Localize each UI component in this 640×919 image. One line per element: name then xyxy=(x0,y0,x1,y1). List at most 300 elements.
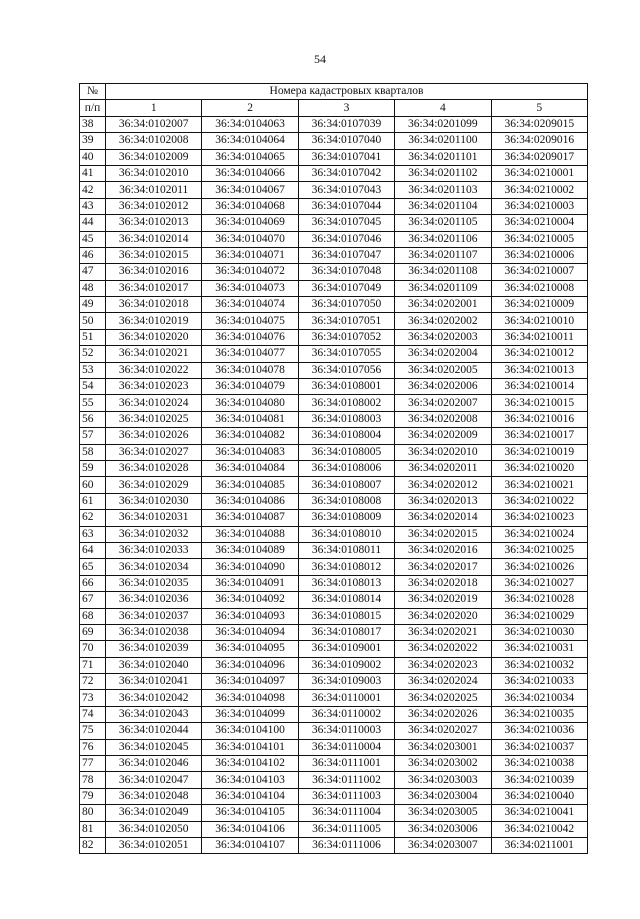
cadastral-number-cell: 36:34:0104073 xyxy=(202,280,298,296)
table-row xyxy=(80,575,588,591)
cadastral-number-cell: 36:34:0104074 xyxy=(202,297,298,313)
cadastral-number-cell: 36:34:0201109 xyxy=(395,280,491,296)
table-row xyxy=(80,772,588,788)
cadastral-number-cell: 36:34:0102030 xyxy=(106,493,202,509)
cadastral-number-cell: 36:34:0202001 xyxy=(395,297,491,313)
cadastral-number-cell: 36:34:0109001 xyxy=(298,641,394,657)
cadastral-number-cell: 36:34:0108005 xyxy=(298,444,394,460)
table-row xyxy=(80,739,588,755)
cadastral-number-cell: 36:34:0102014 xyxy=(106,231,202,247)
table-row xyxy=(80,264,588,280)
table-row xyxy=(80,149,588,165)
cadastral-number-cell: 36:34:0210020 xyxy=(491,460,587,476)
cadastral-number-cell: 36:34:0102008 xyxy=(106,133,202,149)
cadastral-number-cell: 36:34:0104098 xyxy=(202,690,298,706)
cadastral-number-cell: 36:34:0102018 xyxy=(106,297,202,313)
cadastral-number-cell: 36:34:0203003 xyxy=(395,772,491,788)
cadastral-number-cell: 36:34:0104101 xyxy=(202,739,298,755)
cadastral-number-cell: 36:34:0102041 xyxy=(106,674,202,690)
table-row xyxy=(80,493,588,509)
table-row xyxy=(80,379,588,395)
cadastral-number-cell: 36:34:0107051 xyxy=(298,313,394,329)
table-row xyxy=(80,542,588,558)
cadastral-number-cell: 36:34:0203006 xyxy=(395,821,491,837)
cadastral-number-cell: 36:34:0102019 xyxy=(106,313,202,329)
table-row xyxy=(80,411,588,427)
cadastral-number-cell: 36:34:0104086 xyxy=(202,493,298,509)
table-row xyxy=(80,690,588,706)
cadastral-number-cell: 36:34:0104097 xyxy=(202,674,298,690)
cadastral-number-cell: 36:34:0102043 xyxy=(106,706,202,722)
row-number: 60 xyxy=(80,477,106,493)
cadastral-number-cell: 36:34:0202016 xyxy=(395,542,491,558)
table-row xyxy=(80,821,588,837)
cadastral-number-cell: 36:34:0202025 xyxy=(395,690,491,706)
cadastral-number-cell: 36:34:0104087 xyxy=(202,510,298,526)
cadastral-quarters-table xyxy=(79,83,588,854)
table-row xyxy=(80,723,588,739)
cadastral-number-cell: 36:34:0104069 xyxy=(202,215,298,231)
cadastral-number-cell: 36:34:0102010 xyxy=(106,165,202,181)
row-number: 52 xyxy=(80,346,106,362)
cadastral-number-cell: 36:34:0104104 xyxy=(202,788,298,804)
cadastral-number-cell: 36:34:0202024 xyxy=(395,674,491,690)
cadastral-number-cell: 36:34:0104076 xyxy=(202,329,298,345)
cadastral-number-cell: 36:34:0107056 xyxy=(298,362,394,378)
column-header-1: 1 xyxy=(106,100,202,116)
row-number: 72 xyxy=(80,674,106,690)
cadastral-number-cell: 36:34:0210037 xyxy=(491,739,587,755)
number-header-top: № xyxy=(80,84,106,100)
table-row xyxy=(80,460,588,476)
row-number: 68 xyxy=(80,608,106,624)
cadastral-number-cell: 36:34:0102035 xyxy=(106,575,202,591)
cadastral-number-cell: 36:34:0210008 xyxy=(491,280,587,296)
cadastral-number-cell: 36:34:0104094 xyxy=(202,624,298,640)
cadastral-number-cell: 36:34:0210027 xyxy=(491,575,587,591)
row-number: 69 xyxy=(80,624,106,640)
row-number: 45 xyxy=(80,231,106,247)
cadastral-number-cell: 36:34:0210039 xyxy=(491,772,587,788)
table-row xyxy=(80,247,588,263)
row-number: 59 xyxy=(80,460,106,476)
cadastral-number-cell: 36:34:0202006 xyxy=(395,379,491,395)
cadastral-number-cell: 36:34:0210012 xyxy=(491,346,587,362)
cadastral-number-cell: 36:34:0203007 xyxy=(395,837,491,853)
row-number: 42 xyxy=(80,182,106,198)
cadastral-number-cell: 36:34:0102013 xyxy=(106,215,202,231)
cadastral-number-cell: 36:34:0104082 xyxy=(202,428,298,444)
cadastral-number-cell: 36:34:0210030 xyxy=(491,624,587,640)
row-number: 62 xyxy=(80,510,106,526)
cadastral-number-cell: 36:34:0201104 xyxy=(395,198,491,214)
cadastral-number-cell: 36:34:0104106 xyxy=(202,821,298,837)
table-row xyxy=(80,444,588,460)
cadastral-number-cell: 36:34:0102023 xyxy=(106,379,202,395)
cadastral-number-cell: 36:34:0104063 xyxy=(202,116,298,132)
cadastral-number-cell: 36:34:0111006 xyxy=(298,837,394,853)
cadastral-number-cell: 36:34:0111002 xyxy=(298,772,394,788)
cadastral-number-cell: 36:34:0104080 xyxy=(202,395,298,411)
row-number: 78 xyxy=(80,772,106,788)
row-number: 65 xyxy=(80,559,106,575)
cadastral-number-cell: 36:34:0111004 xyxy=(298,805,394,821)
cadastral-number-cell: 36:34:0108014 xyxy=(298,592,394,608)
cadastral-number-cell: 36:34:0104083 xyxy=(202,444,298,460)
cadastral-number-cell: 36:34:0203001 xyxy=(395,739,491,755)
cadastral-number-cell: 36:34:0104067 xyxy=(202,182,298,198)
cadastral-number-cell: 36:34:0210038 xyxy=(491,756,587,772)
cadastral-number-cell: 36:34:0210025 xyxy=(491,542,587,558)
row-number: 54 xyxy=(80,379,106,395)
cadastral-number-cell: 36:34:0104088 xyxy=(202,526,298,542)
cadastral-number-cell: 36:34:0210026 xyxy=(491,559,587,575)
cadastral-number-cell: 36:34:0111003 xyxy=(298,788,394,804)
cadastral-number-cell: 36:34:0210015 xyxy=(491,395,587,411)
row-number: 53 xyxy=(80,362,106,378)
cadastral-number-cell: 36:34:0210010 xyxy=(491,313,587,329)
table-row xyxy=(80,182,588,198)
cadastral-number-cell: 36:34:0107050 xyxy=(298,297,394,313)
cadastral-number-cell: 36:34:0210029 xyxy=(491,608,587,624)
cadastral-number-cell: 36:34:0107044 xyxy=(298,198,394,214)
cadastral-number-cell: 36:34:0102032 xyxy=(106,526,202,542)
cadastral-number-cell: 36:34:0104066 xyxy=(202,165,298,181)
cadastral-number-cell: 36:34:0202018 xyxy=(395,575,491,591)
cadastral-number-cell: 36:34:0104103 xyxy=(202,772,298,788)
cadastral-number-cell: 36:34:0102050 xyxy=(106,821,202,837)
cadastral-number-cell: 36:34:0107049 xyxy=(298,280,394,296)
cadastral-number-cell: 36:34:0104078 xyxy=(202,362,298,378)
table-row xyxy=(80,313,588,329)
cadastral-number-cell: 36:34:0210013 xyxy=(491,362,587,378)
cadastral-number-cell: 36:34:0104105 xyxy=(202,805,298,821)
cadastral-number-cell: 36:34:0104072 xyxy=(202,264,298,280)
cadastral-number-cell: 36:34:0108015 xyxy=(298,608,394,624)
column-header-3: 3 xyxy=(298,100,394,116)
cadastral-number-cell: 36:34:0202027 xyxy=(395,723,491,739)
cadastral-number-cell: 36:34:0102021 xyxy=(106,346,202,362)
cadastral-number-cell: 36:34:0108001 xyxy=(298,379,394,395)
cadastral-number-cell: 36:34:0102027 xyxy=(106,444,202,460)
cadastral-number-cell: 36:34:0202009 xyxy=(395,428,491,444)
cadastral-number-cell: 36:34:0102040 xyxy=(106,657,202,673)
row-number: 40 xyxy=(80,149,106,165)
cadastral-number-cell: 36:34:0202004 xyxy=(395,346,491,362)
cadastral-number-cell: 36:34:0110002 xyxy=(298,706,394,722)
cadastral-number-cell: 36:34:0104096 xyxy=(202,657,298,673)
cadastral-number-cell: 36:34:0210001 xyxy=(491,165,587,181)
table-row xyxy=(80,215,588,231)
cadastral-number-cell: 36:34:0202023 xyxy=(395,657,491,673)
cadastral-number-cell: 36:34:0210003 xyxy=(491,198,587,214)
cadastral-number-cell: 36:34:0102033 xyxy=(106,542,202,558)
cadastral-number-cell: 36:34:0210016 xyxy=(491,411,587,427)
cadastral-number-cell: 36:34:0210014 xyxy=(491,379,587,395)
table-row xyxy=(80,428,588,444)
cadastral-number-cell: 36:34:0104089 xyxy=(202,542,298,558)
table-row xyxy=(80,674,588,690)
cadastral-number-cell: 36:34:0202021 xyxy=(395,624,491,640)
cadastral-number-cell: 36:34:0102038 xyxy=(106,624,202,640)
cadastral-number-cell: 36:34:0209015 xyxy=(491,116,587,132)
row-number: 77 xyxy=(80,756,106,772)
row-number: 82 xyxy=(80,837,106,853)
cadastral-number-cell: 36:34:0210035 xyxy=(491,706,587,722)
row-number: 48 xyxy=(80,280,106,296)
cadastral-number-cell: 36:34:0104091 xyxy=(202,575,298,591)
cadastral-number-cell: 36:34:0201105 xyxy=(395,215,491,231)
cadastral-number-cell: 36:34:0104081 xyxy=(202,411,298,427)
cadastral-number-cell: 36:34:0202010 xyxy=(395,444,491,460)
number-header-bottom: п/п xyxy=(80,100,106,116)
table-row xyxy=(80,559,588,575)
cadastral-number-cell: 36:34:0210031 xyxy=(491,641,587,657)
cadastral-number-cell: 36:34:0102015 xyxy=(106,247,202,263)
cadastral-number-cell: 36:34:0108009 xyxy=(298,510,394,526)
row-number: 71 xyxy=(80,657,106,673)
header-row-top xyxy=(80,84,588,100)
cadastral-number-cell: 36:34:0109002 xyxy=(298,657,394,673)
cadastral-number-cell: 36:34:0202020 xyxy=(395,608,491,624)
cadastral-number-cell: 36:34:0104095 xyxy=(202,641,298,657)
cadastral-number-cell: 36:34:0109003 xyxy=(298,674,394,690)
cadastral-number-cell: 36:34:0209017 xyxy=(491,149,587,165)
cadastral-number-cell: 36:34:0211001 xyxy=(491,837,587,853)
cadastral-number-cell: 36:34:0104090 xyxy=(202,559,298,575)
cadastral-number-cell: 36:34:0110001 xyxy=(298,690,394,706)
cadastral-number-cell: 36:34:0107043 xyxy=(298,182,394,198)
cadastral-number-cell: 36:34:0107046 xyxy=(298,231,394,247)
cadastral-number-cell: 36:34:0102028 xyxy=(106,460,202,476)
row-number: 76 xyxy=(80,739,106,755)
cadastral-number-cell: 36:34:0102025 xyxy=(106,411,202,427)
table-row xyxy=(80,231,588,247)
cadastral-number-cell: 36:34:0201099 xyxy=(395,116,491,132)
cadastral-number-cell: 36:34:0202014 xyxy=(395,510,491,526)
cadastral-number-cell: 36:34:0210042 xyxy=(491,821,587,837)
cadastral-number-cell: 36:34:0102039 xyxy=(106,641,202,657)
cadastral-number-cell: 36:34:0209016 xyxy=(491,133,587,149)
cadastral-number-cell: 36:34:0102020 xyxy=(106,329,202,345)
row-number: 75 xyxy=(80,723,106,739)
group-header: Номера кадастровых кварталов xyxy=(106,84,588,100)
cadastral-number-cell: 36:34:0210023 xyxy=(491,510,587,526)
cadastral-number-cell: 36:34:0102024 xyxy=(106,395,202,411)
table-row xyxy=(80,788,588,804)
cadastral-number-cell: 36:34:0202011 xyxy=(395,460,491,476)
cadastral-number-cell: 36:34:0102048 xyxy=(106,788,202,804)
cadastral-number-cell: 36:34:0102046 xyxy=(106,756,202,772)
cadastral-number-cell: 36:34:0202026 xyxy=(395,706,491,722)
row-number: 38 xyxy=(80,116,106,132)
page-number: 54 xyxy=(314,52,326,66)
cadastral-number-cell: 36:34:0202002 xyxy=(395,313,491,329)
cadastral-number-cell: 36:34:0104100 xyxy=(202,723,298,739)
cadastral-number-cell: 36:34:0108002 xyxy=(298,395,394,411)
cadastral-number-cell: 36:34:0107048 xyxy=(298,264,394,280)
cadastral-number-cell: 36:34:0102029 xyxy=(106,477,202,493)
cadastral-number-cell: 36:34:0210032 xyxy=(491,657,587,673)
cadastral-number-cell: 36:34:0107042 xyxy=(298,165,394,181)
table-row xyxy=(80,280,588,296)
row-number: 58 xyxy=(80,444,106,460)
cadastral-number-cell: 36:34:0108017 xyxy=(298,624,394,640)
cadastral-number-cell: 36:34:0107041 xyxy=(298,149,394,165)
table-row xyxy=(80,706,588,722)
cadastral-number-cell: 36:34:0102047 xyxy=(106,772,202,788)
cadastral-number-cell: 36:34:0102031 xyxy=(106,510,202,526)
cadastral-number-cell: 36:34:0201101 xyxy=(395,149,491,165)
table-row xyxy=(80,477,588,493)
cadastral-number-cell: 36:34:0210019 xyxy=(491,444,587,460)
row-number: 80 xyxy=(80,805,106,821)
cadastral-number-cell: 36:34:0104085 xyxy=(202,477,298,493)
cadastral-number-cell: 36:34:0104065 xyxy=(202,149,298,165)
cadastral-number-cell: 36:34:0104102 xyxy=(202,756,298,772)
header-row-bottom xyxy=(80,100,588,116)
cadastral-number-cell: 36:34:0201106 xyxy=(395,231,491,247)
cadastral-number-cell: 36:34:0201108 xyxy=(395,264,491,280)
cadastral-number-cell: 36:34:0102009 xyxy=(106,149,202,165)
column-header-2: 2 xyxy=(202,100,298,116)
row-number: 57 xyxy=(80,428,106,444)
cadastral-number-cell: 36:34:0111005 xyxy=(298,821,394,837)
cadastral-number-cell: 36:34:0202008 xyxy=(395,411,491,427)
cadastral-number-cell: 36:34:0210009 xyxy=(491,297,587,313)
cadastral-number-cell: 36:34:0108013 xyxy=(298,575,394,591)
cadastral-number-cell: 36:34:0108010 xyxy=(298,526,394,542)
cadastral-number-cell: 36:34:0202007 xyxy=(395,395,491,411)
cadastral-number-cell: 36:34:0102042 xyxy=(106,690,202,706)
cadastral-number-cell: 36:34:0104064 xyxy=(202,133,298,149)
cadastral-number-cell: 36:34:0202015 xyxy=(395,526,491,542)
cadastral-number-cell: 36:34:0210007 xyxy=(491,264,587,280)
cadastral-number-cell: 36:34:0210033 xyxy=(491,674,587,690)
row-number: 55 xyxy=(80,395,106,411)
cadastral-number-cell: 36:34:0102044 xyxy=(106,723,202,739)
cadastral-number-cell: 36:34:0104099 xyxy=(202,706,298,722)
row-number: 74 xyxy=(80,706,106,722)
row-number: 70 xyxy=(80,641,106,657)
cadastral-number-cell: 36:34:0102012 xyxy=(106,198,202,214)
cadastral-number-cell: 36:34:0108012 xyxy=(298,559,394,575)
table-row xyxy=(80,329,588,345)
cadastral-number-cell: 36:34:0210022 xyxy=(491,493,587,509)
row-number: 73 xyxy=(80,690,106,706)
table-row xyxy=(80,805,588,821)
row-number: 79 xyxy=(80,788,106,804)
cadastral-number-cell: 36:34:0210024 xyxy=(491,526,587,542)
cadastral-number-cell: 36:34:0210041 xyxy=(491,805,587,821)
table-row xyxy=(80,641,588,657)
cadastral-number-cell: 36:34:0104077 xyxy=(202,346,298,362)
cadastral-number-cell: 36:34:0210017 xyxy=(491,428,587,444)
column-header-4: 4 xyxy=(395,100,491,116)
column-header-5: 5 xyxy=(491,100,587,116)
cadastral-number-cell: 36:34:0104107 xyxy=(202,837,298,853)
row-number: 46 xyxy=(80,247,106,263)
table-header xyxy=(80,84,588,117)
cadastral-number-cell: 36:34:0102049 xyxy=(106,805,202,821)
row-number: 51 xyxy=(80,329,106,345)
cadastral-number-cell: 36:34:0102022 xyxy=(106,362,202,378)
row-number: 61 xyxy=(80,493,106,509)
table-row xyxy=(80,133,588,149)
table-row xyxy=(80,592,588,608)
table-row xyxy=(80,526,588,542)
cadastral-number-cell: 36:34:0202019 xyxy=(395,592,491,608)
cadastral-number-cell: 36:34:0210011 xyxy=(491,329,587,345)
row-number: 50 xyxy=(80,313,106,329)
cadastral-number-cell: 36:34:0202022 xyxy=(395,641,491,657)
cadastral-number-cell: 36:34:0202003 xyxy=(395,329,491,345)
cadastral-number-cell: 36:34:0210034 xyxy=(491,690,587,706)
cadastral-number-cell: 36:34:0202012 xyxy=(395,477,491,493)
cadastral-number-cell: 36:34:0210004 xyxy=(491,215,587,231)
cadastral-number-cell: 36:34:0102051 xyxy=(106,837,202,853)
cadastral-number-cell: 36:34:0201100 xyxy=(395,133,491,149)
table-body xyxy=(80,116,588,854)
cadastral-number-cell: 36:34:0201103 xyxy=(395,182,491,198)
row-number: 64 xyxy=(80,542,106,558)
cadastral-number-cell: 36:34:0203004 xyxy=(395,788,491,804)
cadastral-number-cell: 36:34:0104071 xyxy=(202,247,298,263)
cadastral-number-cell: 36:34:0111001 xyxy=(298,756,394,772)
row-number: 66 xyxy=(80,575,106,591)
table-row xyxy=(80,657,588,673)
cadastral-number-cell: 36:34:0108004 xyxy=(298,428,394,444)
cadastral-number-cell: 36:34:0108003 xyxy=(298,411,394,427)
cadastral-number-cell: 36:34:0110003 xyxy=(298,723,394,739)
cadastral-number-cell: 36:34:0104070 xyxy=(202,231,298,247)
row-number: 67 xyxy=(80,592,106,608)
row-number: 49 xyxy=(80,297,106,313)
table-row xyxy=(80,756,588,772)
row-number: 81 xyxy=(80,821,106,837)
table-row xyxy=(80,198,588,214)
row-number: 47 xyxy=(80,264,106,280)
cadastral-number-cell: 36:34:0202005 xyxy=(395,362,491,378)
table-row xyxy=(80,297,588,313)
cadastral-number-cell: 36:34:0102034 xyxy=(106,559,202,575)
cadastral-number-cell: 36:34:0203002 xyxy=(395,756,491,772)
cadastral-number-cell: 36:34:0203005 xyxy=(395,805,491,821)
cadastral-number-cell: 36:34:0104079 xyxy=(202,379,298,395)
cadastral-number-cell: 36:34:0108007 xyxy=(298,477,394,493)
cadastral-number-cell: 36:34:0201102 xyxy=(395,165,491,181)
table-row xyxy=(80,624,588,640)
cadastral-number-cell: 36:34:0107040 xyxy=(298,133,394,149)
table-row xyxy=(80,510,588,526)
row-number: 44 xyxy=(80,215,106,231)
cadastral-number-cell: 36:34:0210036 xyxy=(491,723,587,739)
cadastral-number-cell: 36:34:0110004 xyxy=(298,739,394,755)
cadastral-number-cell: 36:34:0210002 xyxy=(491,182,587,198)
cadastral-number-cell: 36:34:0201107 xyxy=(395,247,491,263)
cadastral-number-cell: 36:34:0210021 xyxy=(491,477,587,493)
cadastral-number-cell: 36:34:0210005 xyxy=(491,231,587,247)
cadastral-number-cell: 36:34:0104068 xyxy=(202,198,298,214)
cadastral-number-cell: 36:34:0104093 xyxy=(202,608,298,624)
cadastral-number-cell: 36:34:0108011 xyxy=(298,542,394,558)
cadastral-number-cell: 36:34:0102036 xyxy=(106,592,202,608)
row-number: 41 xyxy=(80,165,106,181)
row-number: 56 xyxy=(80,411,106,427)
cadastral-number-cell: 36:34:0107052 xyxy=(298,329,394,345)
table-row xyxy=(80,165,588,181)
table-row xyxy=(80,395,588,411)
